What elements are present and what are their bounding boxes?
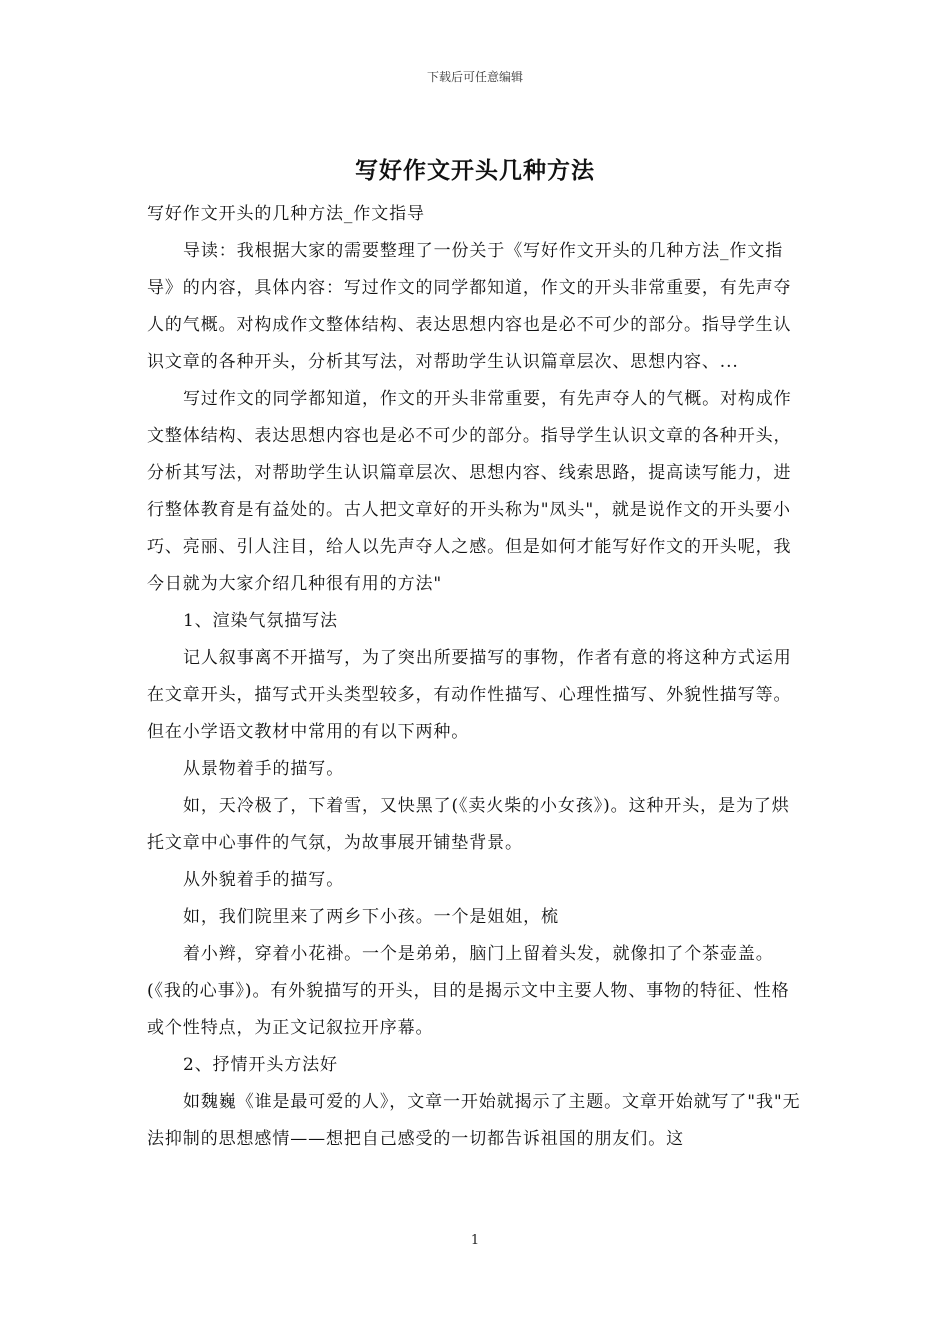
paragraph-overview: 写过作文的同学都知道，作文的开头非常重要，有先声夺人的气概。对构成作文整体结构、表达思想内容也是必不可少的部分。指导学生认识文章的各种开头，分析其写法，对帮助学生认识篇章层次、思想内容、线索思路，提高读写能力，进行整体教育是有益处的。古人把文章好的开头称为"凤头"，就是说作文的开头要小巧、亮丽、引人注目，给人以先声夺人之感。但是如何才能写好作文的开头呢，我今日就为大家介绍几种很有用的方法": [147, 389, 792, 594]
subheading-appearance: 从外貌着手的描写。: [183, 870, 345, 890]
document-body: [147, 196, 807, 1158]
page-header: 下载后可任意编辑: [426, 70, 523, 84]
page-number: 1: [470, 1233, 480, 1248]
subheading-scenery: 从景物着手的描写。: [183, 759, 345, 779]
section-heading-1: 1、渲染气氛描写法: [183, 611, 338, 631]
paragraph-scenery-example: 如，天冷极了，下着雪，又快黑了(《卖火柴的小女孩》)。这种开头，是为了烘托文章中心事件的气氛，为故事展开铺垫背景。: [147, 796, 790, 853]
paragraph-intro: 导读：我根据大家的需要整理了一份关于《写好作文开头的几种方法_作文指导》的内容，具体内容：写过作文的同学都知道，作文的开头非常重要，有先声夺人的气概。对构成作文整体结构、表达思想内容也是必不可少的部分。指导学生认识文章的各种开头，分析其写法，对帮助学生认识篇章层次、思想内容、...: [147, 241, 792, 372]
subtitle-line: 写好作文开头的几种方法_作文指导: [147, 204, 425, 224]
paragraph-appearance-example: 如，我们院里来了两乡下小孩。一个是姐姐，梳: [183, 907, 559, 927]
document-title: 写好作文开头几种方法: [355, 157, 595, 184]
section-heading-2: 2、抒情开头方法好: [183, 1055, 338, 1075]
paragraph-lyrical: 如魏巍《谁是最可爱的人》，文章一开始就揭示了主题。文章开始就写了"我"无法抑制的思想感情——想把自己感受的一切都告诉祖国的朋友们。这: [147, 1092, 801, 1149]
paragraph-appearance-continued: 着小辫，穿着小花褂。一个是弟弟，脑门上留着头发，就像扣了个茶壶盖。(《我的心事》)。有外貌描写的开头，目的是揭示文中主要人物、事物的特征、性格或个性特点，为正文记叙拉开序幕。: [147, 944, 790, 1038]
paragraph-description: 记人叙事离不开描写，为了突出所要描写的事物，作者有意的将这种方式运用在文章开头，描写式开头类型较多，有动作性描写、心理性描写、外貌性描写等。但在小学语文教材中常用的有以下两种。: [147, 648, 792, 742]
